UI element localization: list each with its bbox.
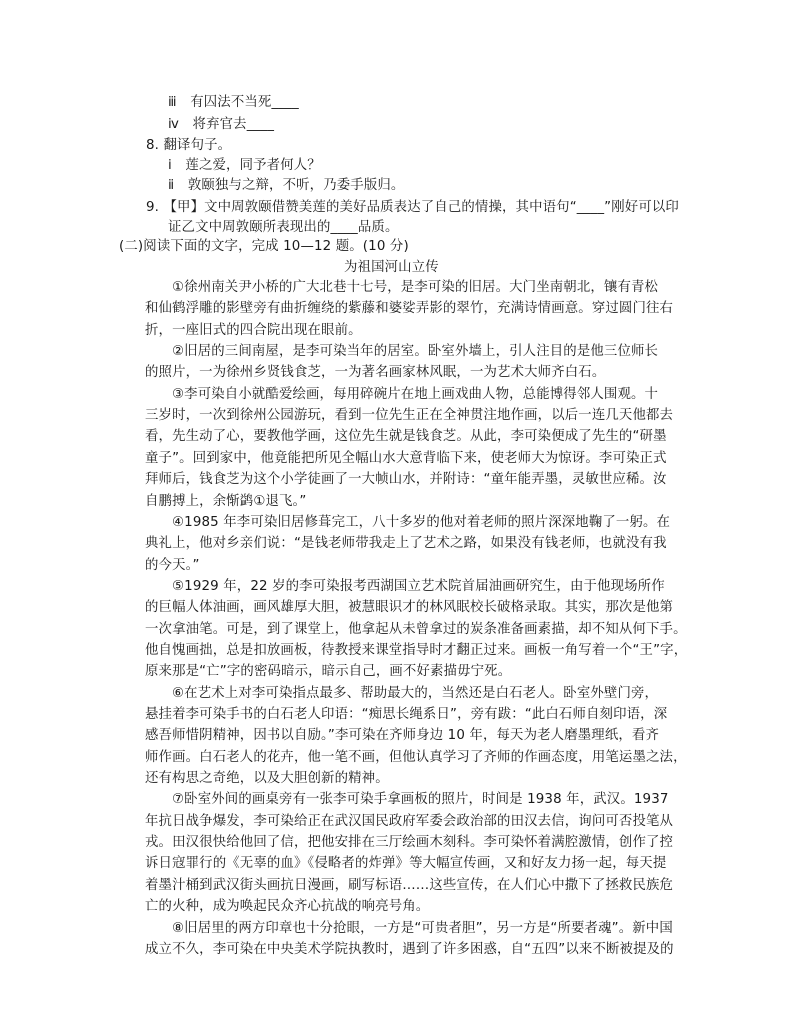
article-line: 诉日寇罪行的《无辜的血》《侵略者的炸弹》等大幅宣传画，又和好友力扬一起，每天提 [145, 856, 667, 872]
article-line: 年抗日战争爆发，李可染给正在武汉国民政府军委会政治部的田汉去信，询问可否投笔从 [145, 813, 674, 829]
article-line: 拜师后，钱食芝为这个小学徒画了一大帧山水，并附诗：“童年能弄墨，灵敏世应稀。汝 [145, 472, 667, 488]
article-line: 的照片，一为徐州乡贤钱食芝，一为著名画家林风眠，一为艺术大师齐白石。 [145, 365, 606, 381]
article-line: 和仙鹤浮雕的影壁旁有曲折缠绕的紫藤和婆娑弄影的翠竹，充满诗情画意。穿过圆门往右 [145, 301, 674, 317]
article-line: 典礼上，他对乡亲们说：“是钱老师带我走上了艺术之路，如果没有钱老师，也就没有我 [145, 536, 667, 552]
question-8-item-ii: ⅱ 敦颐独与之辩，不听，乃委手版归。 [168, 178, 405, 193]
question-9-line-1: 9. 【甲】文中周敦颐借赞美莲的美好品质表达了自己的情操，其中语句“____”刚好可以印 [146, 200, 679, 215]
article-line: 成立不久，李可染在中央美术学院执教时，遇到了许多困惑，自“五四”以来不断被提及的 [145, 941, 674, 957]
article-line: ④1985 年李可染旧居修葺完工，八十多岁的他对着老师的照片深深地鞠了一躬。在 [172, 514, 671, 530]
answer-item-iii: ⅲ 有囚法不当死____ [168, 95, 299, 110]
article-line: 一次拿油笔。可是，到了课堂上，他拿起从未曾拿过的炭条准备画素描，却不知从何下手。 [145, 621, 687, 637]
article-line: 童子”。回到家中，他竟能把所见全幅山水大意背临下来，使老师大为惊讶。李可染正式 [145, 450, 667, 466]
article-title: 为祖国河山立传 [344, 260, 439, 275]
article-line: 看，先生动了心，要教他学画，这位先生就是钱食芝。从此，李可染便成了先生的“研墨 [145, 429, 667, 445]
article-line: 三岁时，一次到徐州公园游玩，看到一位先生正在全神贯注地作画，以后一连几天他都去 [145, 408, 674, 424]
article-line: 折，一座旧式的四合院出现在眼前。 [145, 322, 362, 338]
article-line: ⑧旧居里的两方印章也十分抢眼，一方是“可贵者胆”，另一方是“所要者魂”。新中国 [172, 920, 673, 936]
article-line: 他自愧画拙，总是扣放画板，待教授来课堂指导时才翻正过来。画板一角写着一个“王”字， [145, 642, 688, 658]
article-line: ⑤1929 年，22 岁的李可染报考西湖国立艺术院首届油画研究生，由于他现场所作 [172, 578, 665, 594]
article-line: ②旧居的三间南屋，是李可染当年的居室。卧室外墙上，引人注目的是他三位师长 [172, 344, 659, 360]
article-line: 的今天。” [145, 557, 200, 573]
article-line: ⑥在艺术上对李可染指点最多、帮助最大的，当然还是白石老人。卧室外壁门旁， [172, 685, 659, 701]
article-line: 原来那是“亡”字的密码暗示，暗示自己，画不好素描毋宁死。 [145, 664, 512, 680]
article-line: ①徐州南关尹小桥的广大北巷十七号，是李可染的旧居。大门坐南朝北，镶有青松 [172, 280, 659, 295]
answer-item-iv: ⅳ 将弃官去____ [168, 117, 275, 132]
article-line: 的巨幅人体油画，画风雄厚大胆，被慧眼识才的林风眠校长破格录取。其实，那次是他第 [145, 600, 674, 616]
article-line: 感吾师惜阴精神，因书以自励。”李可染在齐师身边 10 年，每天为老人磨墨理纸，看齐 [145, 728, 659, 744]
question-9-line-2: 证乙文中周敦颐所表现出的____品质。 [168, 220, 399, 235]
article-line: 自鹏搏上，余惭鹢①退飞。” [145, 493, 307, 509]
question-8-item-i: ⅰ 莲之爱，同予者何人？ [168, 158, 321, 173]
section-header: (二)阅读下面的文字，完成 10—12 题。(10 分) [119, 239, 409, 254]
article-line: 亡的火种，成为唤起民众齐心抗战的响亮号角。 [145, 899, 430, 915]
article-line: ⑦卧室外间的画桌旁有一张李可染手拿画板的照片，时间是 1938 年，武汉。1937 [172, 792, 669, 808]
article-line: 师作画。白石老人的花卉，他一笔不画，但他认真学习了齐师的作画态度，用笔运墨之法， [145, 749, 687, 765]
question-8-stem: 8. 翻译句子。 [146, 138, 232, 153]
article-line: 戎。田汉很快给他回了信，把他安排在三厅绘画木刻科。李可染怀着满腔激情，创作了控 [145, 835, 674, 851]
article-line: 着墨汁桶到武汉街头画抗日漫画，刷写标语……这些宣传，在人们心中撒下了拯救民族危 [145, 877, 674, 893]
article-line: ③李可染自小就酷爱绘画，每用碎碗片在地上画戏曲人物，总能博得邻人围观。十 [172, 386, 659, 402]
article-line: 悬挂着李可染手书的白石老人印语：“痴思长绳系日”，旁有跋：“此白石师自刻印语，深 [145, 707, 668, 722]
article-line: 还有构思之奇绝，以及大胆创新的精神。 [145, 771, 389, 787]
